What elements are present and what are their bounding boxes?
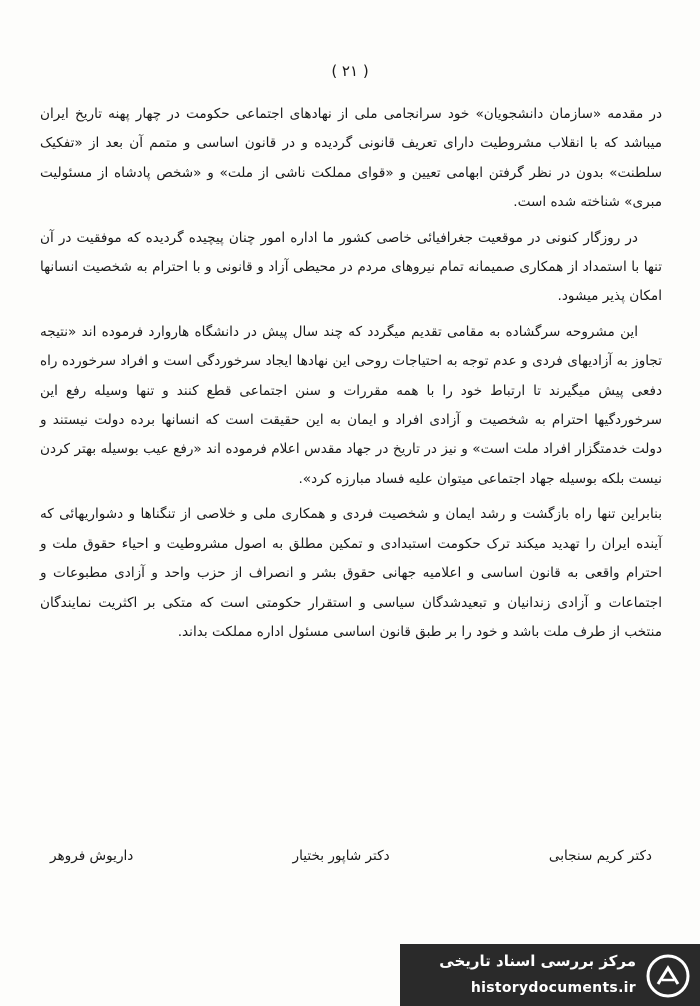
watermark-url[interactable]: historydocuments.ir	[470, 980, 636, 996]
watermark-banner	[400, 944, 700, 1006]
paragraph-3: این مشروحه سرگشاده به مقامی تقدیم میگردد که چند سال پیش در دانشگاه هاروارد فرموده اند «نتیجه تجاوز به آزادیهای فردی و عدم توجه به احتیاجات روحی این نهادها ایجاد سرخوردگی است و افراد سرخورده راه دفعی پیش میگیرند تا ارتباط خود را با همه مقررات و سنن اجتماعی قطع کنند و تنها وسیله رفع این سرخوردگیها احترام به شخصیت و آزادی افراد و ایمان به این حقیقت است که انسانها برده دولت نیستند و دولت خدمتگزار افراد ملت است» و نیز در تاریخ در جهاد مقدس اعلام فرموده اند «رفع عیب بوسیله بهتر کردن نیست بلکه بوسیله جهاد اجتماعی میتوان علیه فساد مبارزه کرد».	[40, 323, 662, 487]
signatures-row	[40, 848, 662, 864]
paragraph-2: در روزگار کنونی در موقعیت جغرافیائی خاصی کشور ما اداره امور چنان پیچیده گردیده که موفقیت در آن تنها با استمداد از همکاری صمیمانه تمام نیروهای مردم در محیطی آزاد و قانونی و با احترام به شخصیت انسانها امکان پذیر میشود.	[40, 229, 662, 305]
book-logo-icon	[646, 954, 690, 998]
paragraph-1: در مقدمه «سازمان دانشجویان» خود سرانجامی ملی از نهادهای اجتماعی حکومت در چهار پهنه تاریخ ایران میباشد که با انقلاب مشروطیت دارای تعریف قانونی گردیده و در قانون اساسی و متمم آن بعد از «تفکیک سلطنت» بدون در نظر گرفتن ابهامی تعیین و «قوای مملکت ناشی از ملت» و «شخص پادشاه از مسئولیت مبری» شناخته شده است.	[40, 106, 662, 211]
signature-bakhtiar: دکتر شاپور بختیار	[292, 848, 390, 864]
page-number: ( ۲۱ )	[331, 62, 369, 80]
signature-forouhar: داریوش فروهر	[50, 848, 134, 864]
paragraph-4: بنابراین تنها راه بازگشت و رشد ایمان و شخصیت فردی و همکاری ملی و خلاصی از تنگناها و دشواریهائی که آینده ایران را تهدید میکند ترک حکومت استبدادی و تمکین مطلق به اصول مشروطیت و احیاء حقوق ملت و احترام واقعی به قانون اساسی و اعلامیه جهانی حقوق بشر و انصراف از حزب واحد و آزادی مطبوعات و اجتماعات و آزادی زندانیان و تبعیدشدگان سیاسی و استقرار حکومتی است که متکی بر اکثریت نمایندگان منتخب از طرف ملت باشد و خود را بر طبق قانون اساسی مسئول اداره مملکت بداند.	[40, 506, 662, 640]
letter-body	[40, 100, 662, 647]
signature-sanjabi: دکتر کریم سنجابی	[548, 848, 652, 864]
watermark-title: مرکز بررسی اسناد تاریخی	[439, 952, 636, 970]
